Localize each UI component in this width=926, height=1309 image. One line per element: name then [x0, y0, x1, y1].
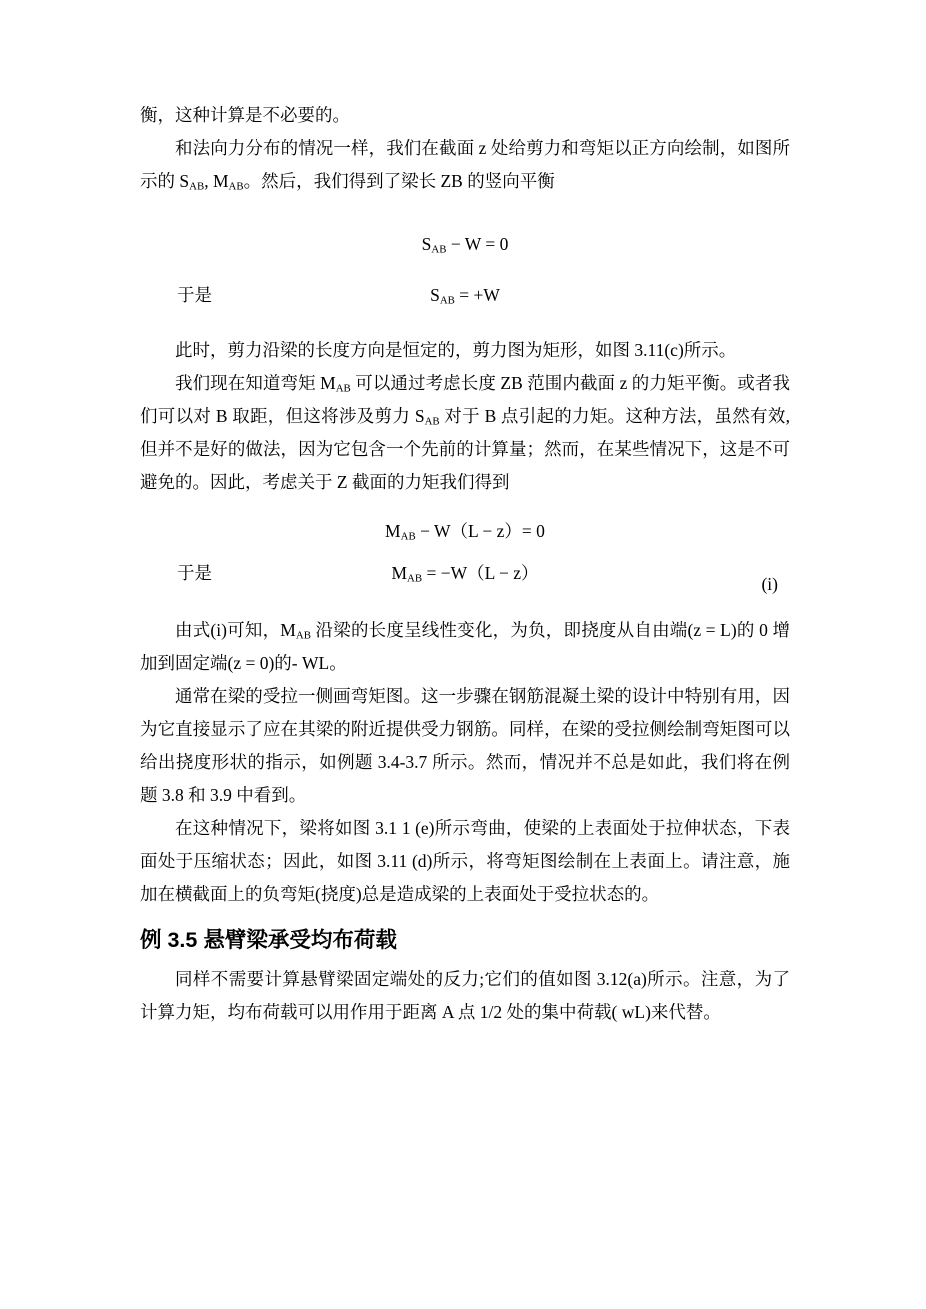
- paragraph-moment-derivation: 我们现在知道弯矩 $M_{AB}$ 可以通过考虑长度 ZB 范围内截面 z 的力矩平衡。或者我们可以对 B 取距，但这将涉及剪力 $S_{AB}$ 对于 B 点引起的力矩。这种方法，虽然有效,但并不是好的做法，因为它包含一个先前的计算量；然而，在某些情况下，这是不可避免的。因此，考虑关于 Z 截面的力矩我们得到: [140, 373, 791, 492]
- equation-shear-balance-row: [140, 228, 790, 261]
- paragraph-continuation: 衡，这种计算是不必要的。: [140, 105, 350, 125]
- paragraph-shear-setup: 和法向力分布的情况一样，我们在截面 z 处给剪力和弯矩以正方向绘制，如图所示的 $S_{AB}$, $M_{AB}$。然后，我们得到了梁长 ZB 的竖向平衡: [140, 138, 790, 193]
- equation-shear-result-row: [140, 279, 790, 312]
- paragraph-hogging-bending: 在这种情况下，梁将如图 3.1 1 (e)所示弯曲，使梁的上表面处于拉伸状态，下表面处于压缩状态；因此，如图 3.11 (d)所示，将弯矩图绘制在上表面上。请注意，施加在横截面上的负弯矩(挠度)总是造成梁的上表面处于受拉状态的。: [140, 818, 790, 904]
- paragraph-shear-diagram: 此时，剪力沿梁的长度方向是恒定的，剪力图为矩形，如图 3.11(c)所示。: [175, 340, 737, 360]
- paragraph-example-intro: 同样不需要计算悬臂梁固定端处的反力;它们的值如图 3.12(a)所示。注意，为了计算力矩，均布荷载可以用作用于距离 A 点 1/2 处的集中荷载( wL)来代替。: [140, 969, 790, 1022]
- paragraph-tension-side: 通常在梁的受拉一侧画弯矩图。这一步骤在钢筋混凝土梁的设计中特别有用，因为它直接显示了应在其梁的附近提供受力钢筋。同样，在梁的受拉侧绘制弯矩图可以给出挠度形状的指示，如例题 3.4-3.7 所示。然而，情况并不总是如此，我们将在例题 3.8 和 3.9 中看到。: [140, 686, 790, 805]
- equation-shear-result: $S_{AB} = +W$: [430, 285, 500, 307]
- paragraph-linear-variation: 由式(i)可知，$M_{AB}$ 沿梁的长度呈线性变化，为负，即挠度从自由端(z = L)的 0 增加到固定端(z = 0)的- WL。: [140, 620, 791, 673]
- section-heading-example-3-5: 例 3.5 悬臂梁承受均布荷载: [140, 928, 397, 952]
- equation-moment-balance: $M_{AB} - W(L - z)= 0$: [385, 521, 545, 543]
- equation-number-i: (i): [761, 574, 778, 594]
- equation-moment-result: $M_{AB} = -W(L - z)$: [391, 563, 539, 585]
- equation-label-thus-1: 于是: [177, 285, 212, 305]
- equation-shear-balance: $S_{AB} - W = 0$: [421, 234, 509, 256]
- equation-moment-result-row: [140, 557, 790, 594]
- equation-label-thus-2: 于是: [177, 563, 212, 583]
- equation-moment-balance-row: [140, 515, 790, 548]
